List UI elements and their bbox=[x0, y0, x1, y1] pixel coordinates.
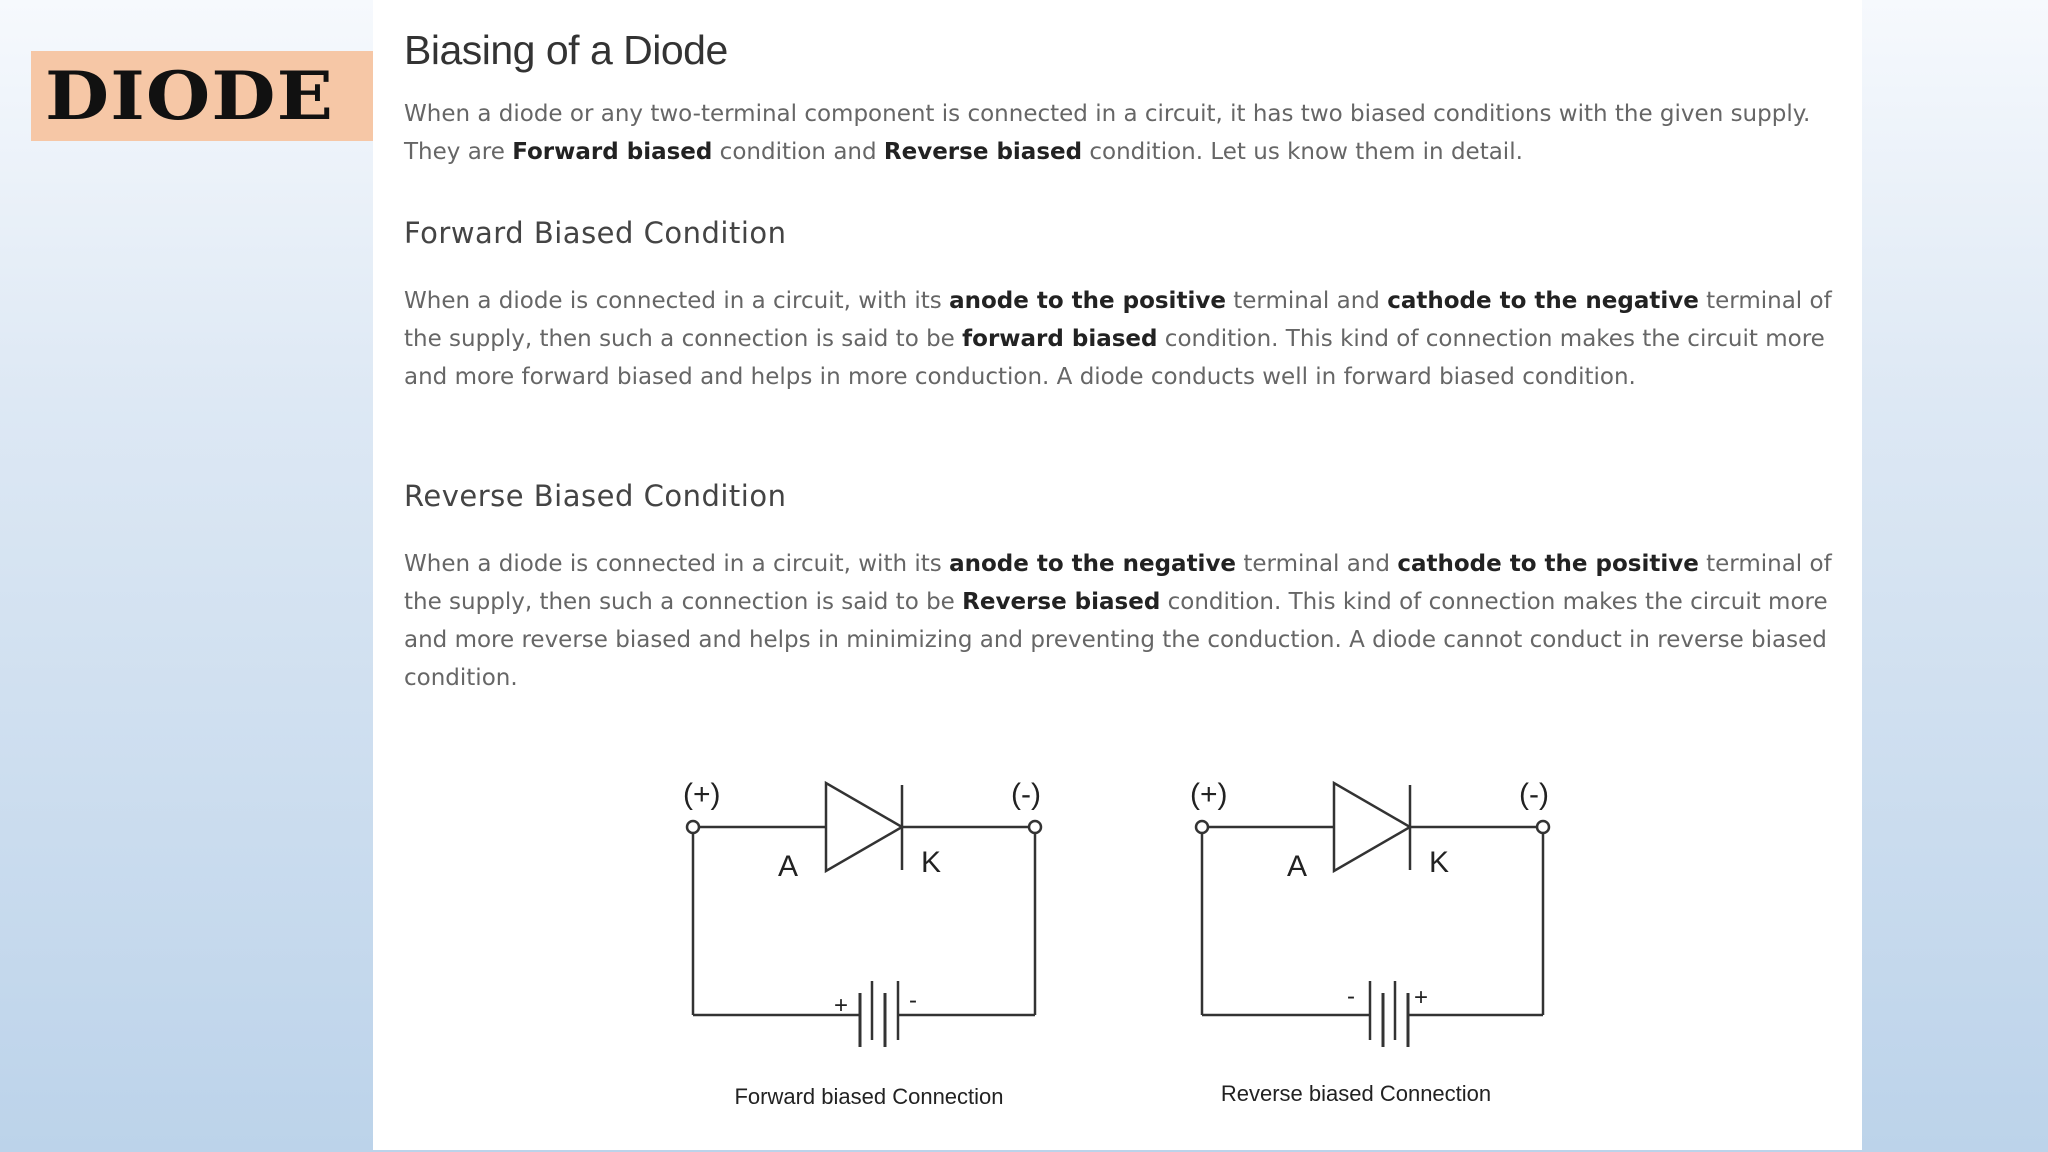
forward-minus-terminal: (-) bbox=[1011, 778, 1041, 811]
reverse-anode-label: A bbox=[1287, 850, 1308, 883]
reverse-cathode-label: K bbox=[1429, 846, 1450, 879]
forward-biased-term: Forward biased bbox=[512, 139, 713, 165]
slide-title-box bbox=[31, 51, 373, 141]
slide-title: DIODE bbox=[45, 57, 335, 135]
reverse-battery-left-sign: - bbox=[1347, 983, 1355, 1010]
forward-biased-circuit bbox=[687, 783, 1041, 1047]
forward-biased-heading: Forward Biased Condition bbox=[404, 216, 787, 250]
forward-cathode-label: K bbox=[921, 846, 942, 879]
forward-caption: Forward biased Connection bbox=[734, 1084, 1004, 1109]
forward-plus-terminal: (+) bbox=[683, 778, 721, 811]
reverse-biased-term: Reverse biased bbox=[883, 139, 1083, 165]
reverse-minus-terminal: (-) bbox=[1519, 778, 1549, 811]
intro-paragraph: When a diode or any two-terminal component is connected in a circuit, it has two biased conditions with the given supply. They are Forward biased condition and Reverse biased condition. Let us know them in detail. bbox=[404, 101, 1811, 165]
article-title: Biasing of a Diode bbox=[404, 27, 728, 73]
forward-biased-paragraph: When a diode is connected in a circuit, with its anode to the positive terminal and cathode to the negative terminal of the supply, then such a connection is said to be forward biased condition. This kind of connection makes the circuit more and more forward biased and helps in more conduction. A diode conducts well in forward biased condition. bbox=[404, 288, 1832, 390]
forward-battery-right-sign: - bbox=[909, 987, 917, 1014]
reverse-biased-paragraph: When a diode is connected in a circuit, with its anode to the negative terminal and cathode to the positive terminal of the supply, then such a connection is said to be Reverse biased condition. This kind of connection makes the circuit more and more reverse biased and helps in minimizing and preventing the conduction. A diode cannot conduct in reverse biased condition. bbox=[404, 551, 1832, 691]
forward-battery-left-sign: + bbox=[834, 992, 849, 1019]
article-screenshot bbox=[373, 0, 1862, 1150]
reverse-biased-circuit bbox=[1196, 783, 1549, 1047]
reverse-biased-heading: Reverse Biased Condition bbox=[404, 479, 787, 513]
forward-anode-label: A bbox=[778, 850, 799, 883]
reverse-plus-terminal: (+) bbox=[1190, 778, 1228, 811]
reverse-battery-right-sign: + bbox=[1414, 984, 1429, 1011]
reverse-caption: Reverse biased Connection bbox=[1220, 1081, 1492, 1106]
